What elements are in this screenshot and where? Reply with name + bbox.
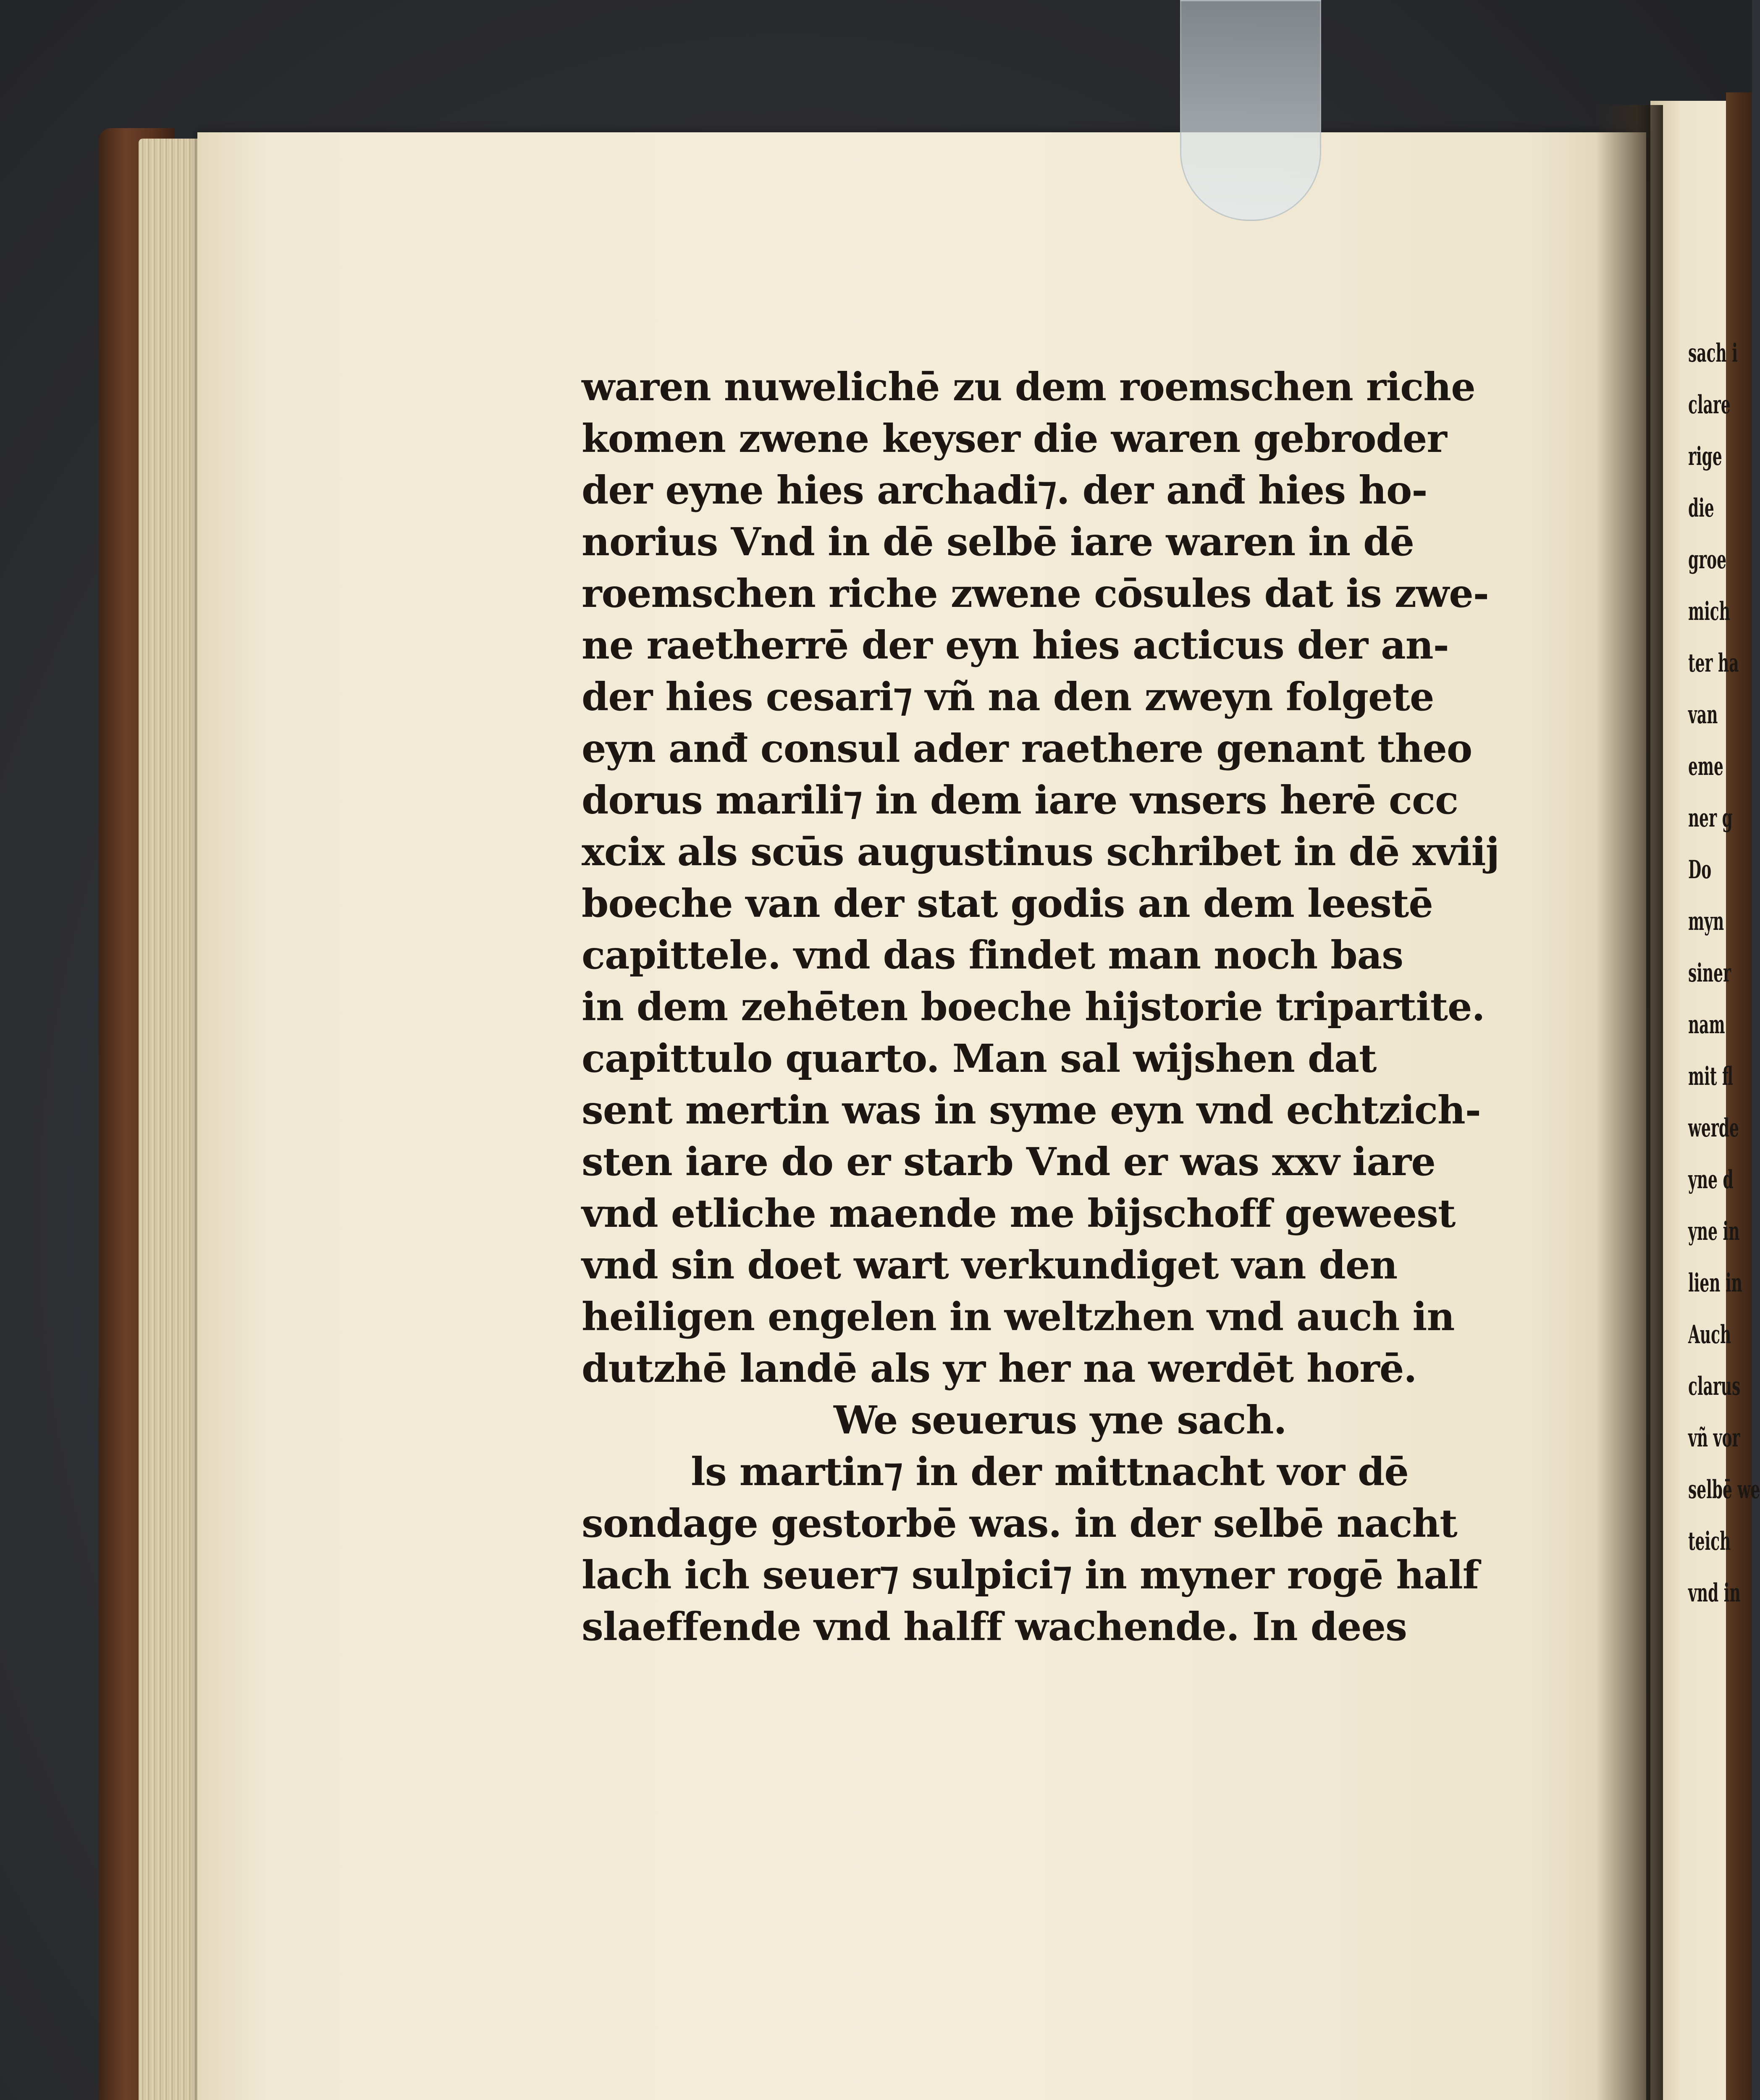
facing-text-line: clarus bbox=[1688, 1372, 1741, 1401]
text-line: roemschen riche zwene cōsules dat is zwe- bbox=[582, 571, 1489, 616]
text-line: eyn anđ consul ader raethere genant theo bbox=[582, 726, 1472, 771]
facing-text-line: yne in bbox=[1688, 1217, 1740, 1246]
facing-text-line: vnd in bbox=[1688, 1578, 1741, 1608]
text-line: ls martin⁊ in der mittnacht vor dē bbox=[691, 1449, 1409, 1494]
text-line: sondage gestorbē was. in der selbē nacht bbox=[582, 1501, 1457, 1546]
facing-text-line: rige bbox=[1688, 442, 1722, 471]
facing-text-line: die bbox=[1688, 494, 1714, 523]
facing-text-line: werde bbox=[1688, 1113, 1739, 1143]
facing-text-line: teich bbox=[1688, 1527, 1731, 1556]
facing-text-line: vñ vor bbox=[1688, 1423, 1740, 1453]
facing-text-line: Auch bbox=[1688, 1320, 1731, 1349]
text-line: der eyne hies archadi⁊. der anđ hies ho- bbox=[582, 467, 1427, 513]
text-line: vnd etliche maende me bijschoff geweest bbox=[582, 1191, 1456, 1236]
facing-text-line: myn bbox=[1688, 907, 1724, 936]
text-line: norius Vnd in dē selbē iare waren in dē bbox=[582, 519, 1414, 564]
text-line: ne raetherrē der eyn hies acticus der an- bbox=[582, 622, 1449, 668]
facing-text-line: clare bbox=[1688, 390, 1731, 420]
text-line: komen zwene keyser die waren gebroder bbox=[582, 416, 1447, 461]
facing-text-line: mich bbox=[1688, 597, 1730, 626]
facing-text-line: mit fl bbox=[1688, 1062, 1734, 1091]
facing-text-line: van bbox=[1688, 700, 1718, 730]
facing-text-line: ter ha bbox=[1688, 648, 1739, 678]
gutter-shadow bbox=[1596, 105, 1663, 2100]
text-line: slaeffende vnd halff wachende. In dees bbox=[582, 1604, 1407, 1649]
text-line: sent mertin was in syme eyn vnd echtzich- bbox=[582, 1087, 1481, 1133]
section-heading: We seuerus yne sach. bbox=[834, 1397, 1287, 1443]
text-line: dutzhē landē als yr her na werdēt horē. bbox=[582, 1346, 1417, 1391]
facing-text-line: nam bbox=[1688, 1010, 1725, 1040]
text-line: in dem zehēten boeche hijstorie tripartite. bbox=[582, 984, 1485, 1029]
facing-text-line: ner g bbox=[1688, 803, 1733, 833]
facing-text-line: lien in bbox=[1688, 1268, 1742, 1298]
text-line: sten iare do er starb Vnd er was xxv iare bbox=[582, 1139, 1435, 1184]
text-line: vnd sin doet wart verkundiget van den bbox=[582, 1242, 1398, 1288]
text-line: capittulo quarto. Man sal wijshen dat bbox=[582, 1036, 1377, 1081]
text-line: xcix als scūs augustinus schribet in dē xviij bbox=[582, 829, 1499, 874]
text-block bbox=[582, 361, 1497, 1653]
facing-text-line: yne d bbox=[1688, 1165, 1734, 1194]
facing-text-line: sach i bbox=[1688, 339, 1738, 368]
text-line: dorus marili⁊ in dem iare vnsers herē ccc bbox=[582, 777, 1458, 823]
text-line: waren nuwelichē zu dem roemschen riche bbox=[582, 364, 1475, 410]
text-line: boeche van der stat godis an dem leestē bbox=[582, 881, 1433, 926]
text-line: heiligen engelen in weltzhen vnd auch in bbox=[582, 1294, 1455, 1339]
facing-page-text bbox=[1688, 328, 1760, 1619]
facing-text-line: Do bbox=[1688, 855, 1712, 885]
facing-text-line: siner bbox=[1688, 958, 1731, 988]
text-line: lach ich seuer⁊ sulpici⁊ in myner rogē half bbox=[582, 1552, 1479, 1598]
page-clip-top bbox=[1180, 0, 1321, 221]
facing-text-line: selbē we bbox=[1688, 1475, 1760, 1504]
text-line: capittele. vnd das findet man noch bas bbox=[582, 932, 1403, 978]
facing-text-line: eme bbox=[1688, 752, 1723, 781]
facing-text-line: groe bbox=[1688, 545, 1727, 575]
text-line: der hies cesari⁊ vñ na den zweyn folgete bbox=[582, 674, 1434, 719]
